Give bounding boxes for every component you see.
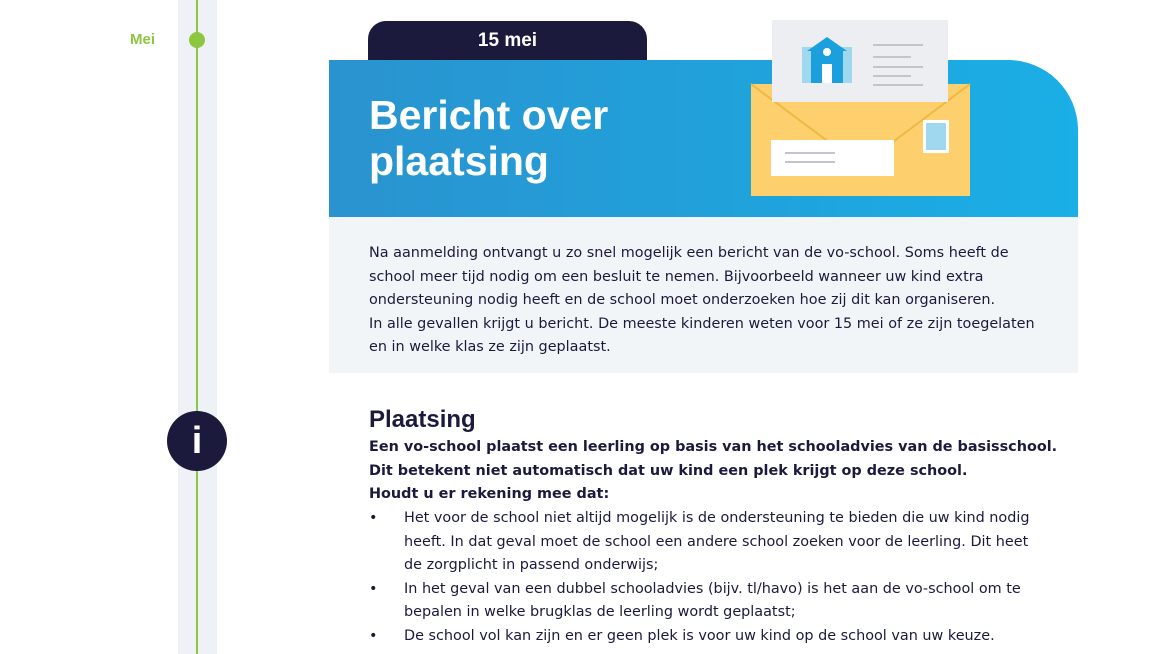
letter-line	[873, 66, 923, 68]
letter-line	[873, 75, 911, 77]
letter-sheet	[772, 20, 948, 102]
address-label	[771, 140, 894, 176]
list-item: • De school vol kan zijn en er geen plek is voor uw kind op de school van uw keuze.	[369, 625, 1049, 649]
intro-line: en in welke klas ze zijn geplaatst.	[369, 339, 611, 356]
letter-line	[873, 44, 923, 46]
summary-line: Dit betekent niet automatisch dat uw kind een plek krijgt op deze school.	[369, 462, 968, 479]
envelope-letter-school-icon	[745, 20, 980, 200]
intro-line: In alle gevallen krijgt u bericht. De meeste kinderen weten voor 15 mei of ze zijn toegelaten	[369, 315, 1035, 332]
address-line	[785, 152, 835, 154]
stamp	[926, 123, 946, 150]
bullet-list	[369, 507, 1069, 649]
list-item: • Het voor de school niet altijd mogelijk is de ondersteuning te bieden die uw kind nodig heeft. In dat geval moet de school een andere school zoeken voor de leerling. Dit heet de zorgplicht in passend onderwijs;	[369, 507, 1049, 578]
intro-line: school meer tijd nodig om een besluit te nemen. Bijvoorbeeld wanneer uw kind extra	[369, 268, 984, 285]
intro-text	[369, 242, 1059, 360]
summary-line: Een vo-school plaatst een leerling op basis van het schooladvies van de basisschool.	[369, 439, 1058, 455]
list-item: • In het geval van een dubbel schooladvies (bijv. tl/havo) is het aan de vo-school om te bepalen in welke brugklas de leerling wordt geplaatst;	[369, 578, 1049, 625]
school-door	[822, 64, 832, 83]
date-tab: 15 mei	[368, 21, 647, 61]
section-title: Plaatsing	[369, 406, 476, 433]
info-icon: i	[167, 411, 227, 471]
timeline-line	[196, 0, 198, 654]
page-title: Bericht over plaatsing	[369, 92, 609, 184]
intro-line: ondersteuning nodig heeft en de school moet onderzoeken hoe zij dit kan organiseren.	[369, 292, 996, 309]
school-window	[823, 48, 831, 56]
timeline-dot	[189, 32, 205, 48]
section-summary	[369, 436, 1069, 507]
timeline-month-label: Mei	[130, 31, 156, 48]
summary-line: Houdt u er rekening mee dat:	[369, 486, 610, 503]
letter-line	[873, 56, 911, 58]
intro-line: Na aanmelding ontvangt u zo snel mogelijk een bericht van de vo-school. Soms heeft de	[369, 245, 1009, 261]
letter-line	[873, 84, 923, 86]
address-line	[785, 161, 835, 163]
